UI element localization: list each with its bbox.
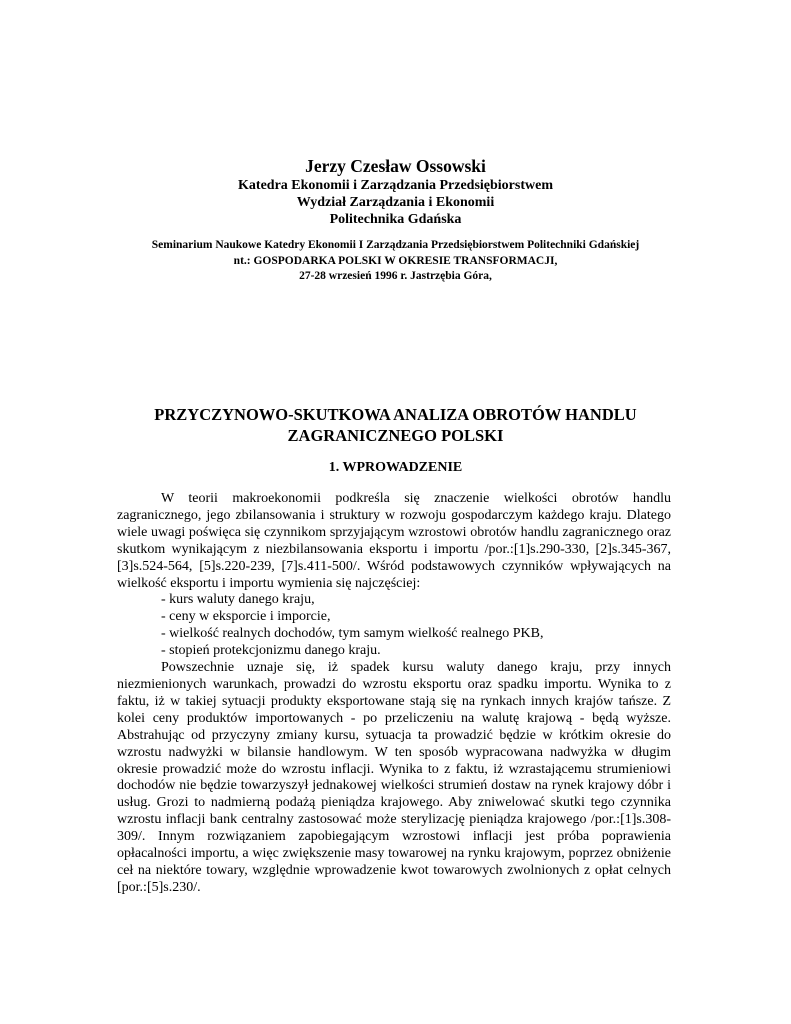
- seminar-topic: nt.: GOSPODARKA POLSKI W OKRESIE TRANSFORMACJI,: [233, 254, 558, 267]
- list-item: - wielkość realnych dochodów, tym samym wielkość realnego PKB,: [161, 626, 544, 642]
- affiliation-department: Katedra Ekonomii i Zarządzania Przedsiębiorstwem: [238, 178, 553, 193]
- affiliation-faculty: Wydział Zarządzania i Ekonomii: [296, 195, 495, 210]
- list-item: - stopień protekcjonizmu danego kraju.: [161, 643, 381, 659]
- factor-list: [117, 592, 671, 660]
- seminar-date-place: 27-28 wrzesień 1996 r. Jastrzębia Góra,: [299, 270, 492, 282]
- affiliation-university: Politechnika Gdańska: [329, 212, 462, 227]
- author-block: [0, 155, 791, 228]
- seminar-block: [0, 238, 791, 285]
- paper-title-line-1: PRZYCZYNOWO-SKUTKOWA ANALIZA OBROTÓW HANDLU: [154, 405, 637, 424]
- list-item: - kurs waluty danego kraju,: [161, 592, 315, 608]
- paper-title: [0, 404, 791, 446]
- list-item: - ceny w eksporcie i imporcie,: [161, 609, 331, 625]
- section-body: [117, 491, 671, 897]
- paragraph-exchange-rate: Powszechnie uznaje się, iż spadek kursu waluty danego kraju, przy innych niezmienionych warunkach, prowadzi do wzrostu eksportu oraz spadku importu. Wynika to z faktu, iż w takiej sytuacji produkty eksportowane stają się na rynkach innych krajów tańsze. Z kolei ceny produktów importowanych - po przeliczeniu na walutę krajową - będą wyższe. Abstrahując od przyczyny zmiany kursu, sytuacja ta prowadzić będzie w krótkim okresie do wzrostu nadwyżki w bilansie handlowym. W ten sposób wypracowana nadwyżka w długim okresie prowadzić może do wzrostu inflacji. Wynika to z faktu, iż wzrastającemu strumieniowi dochodów nie będzie towarzyszył jednakowej wielkości strumień dostaw na rynek krajowy dóbr i usług. Grozi to nadmierną podażą pieniądza krajowego. Aby zniwelować skutki tego czynnika wzrostu inflacji bank centralny zastosować może sterylizację pieniądza krajowego /por.:[1]s.308-309/. Innym rozwiązaniem zapobiegającym wzrostowi inflacji jest próba poprawienia opłacalności importu, a więc zwiększenie masy towarowej na rynku krajowym, poprzez obniżenie ceł na niektóre towary, względnie wprowadzenie kwot towarowych zwolnionych z opłat celnych [por.:[5]s.230/.: [117, 660, 671, 895]
- author-name: Jerzy Czesław Ossowski: [305, 156, 486, 176]
- paper-title-line-2: ZAGRANICZNEGO POLSKI: [287, 426, 504, 445]
- section-heading: 1. WPROWADZENIE: [328, 460, 463, 475]
- seminar-name: Seminarium Naukowe Katedry Ekonomii I Zarządzania Przedsiębiorstwem Politechniki Gdańskiej: [151, 239, 640, 251]
- paragraph-intro: W teorii makroekonomii podkreśla się znaczenie wielkości obrotów handlu zagranicznego, jego zbilansowania i struktury w rozwoju gospodarczym każdego kraju. Dlatego wiele uwagi poświęca się czynnikom sprzyjającym wzrostowi obrotów handlu zagranicznego oraz skutkom wynikającym z niezbilansowania eksportu i importu /por.:[1]s.290-330, [2]s.345-367, [3]s.524-564, [5]s.220-239, [7]s.411-500/. Wśród podstawowych czynników wpływających na wielkość eksportu i importu wymienia się najczęściej:: [117, 491, 671, 591]
